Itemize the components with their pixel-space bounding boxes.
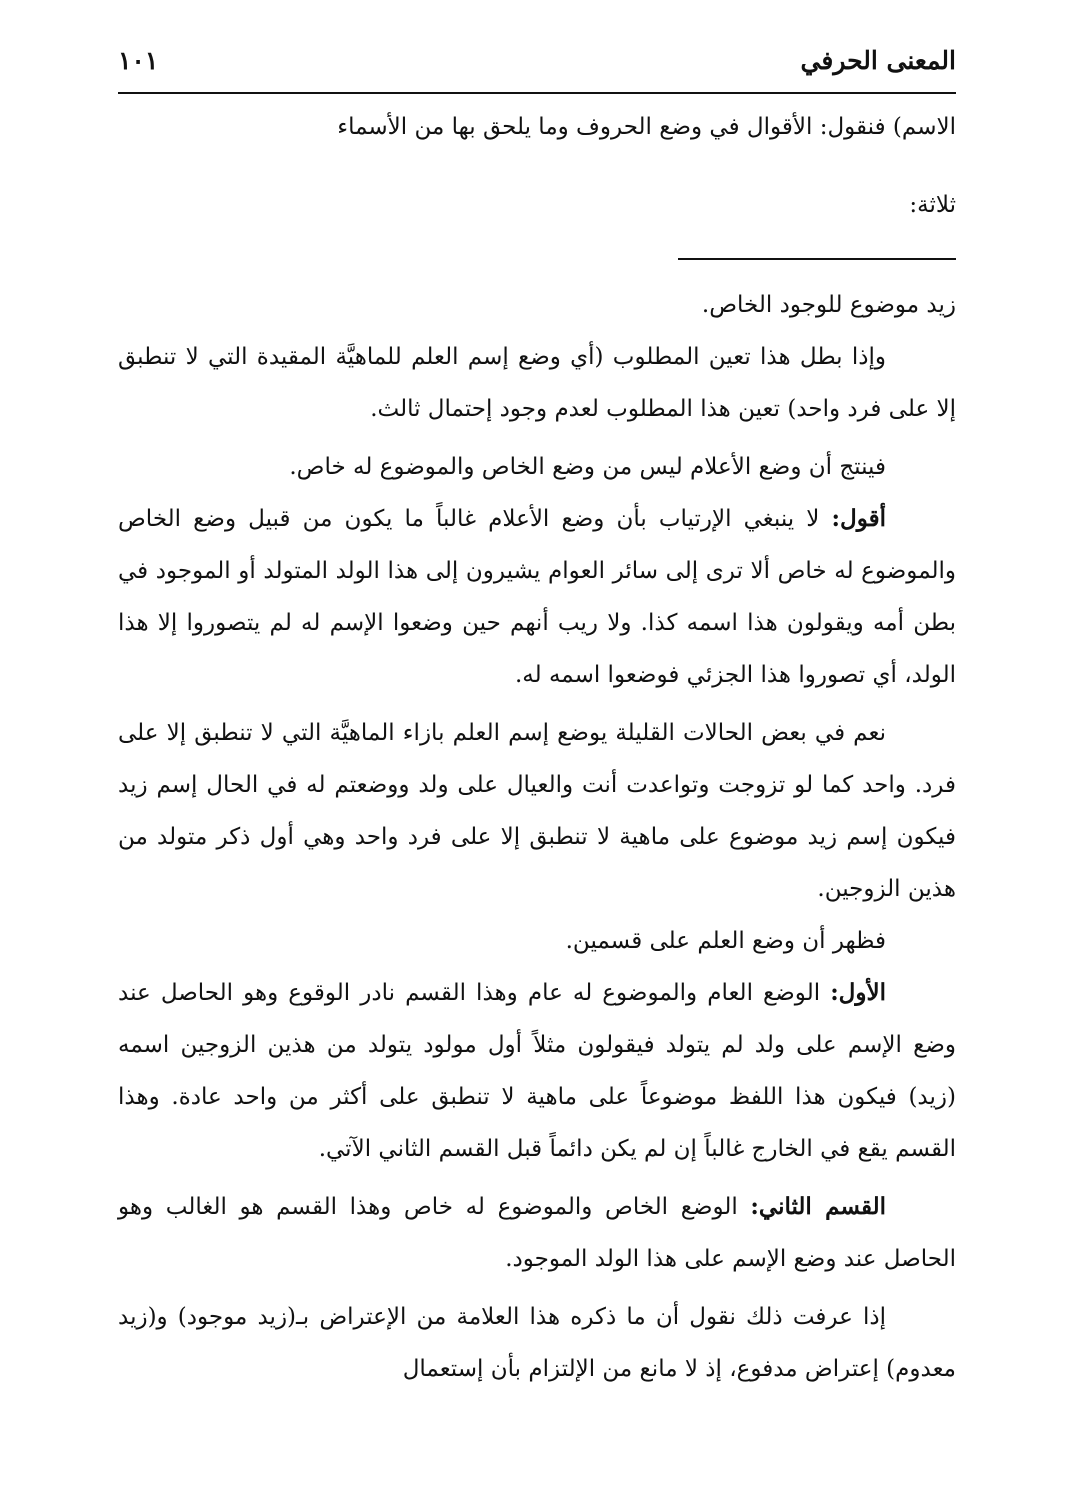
paragraph: فينتج أن وضع الأعلام ليس من وضع الخاص والموضوع له خاص. [289, 454, 886, 480]
running-title: المعنى الحرفي [800, 45, 956, 75]
footnote-separator [678, 258, 956, 260]
header-rule [118, 92, 956, 94]
paragraph-lead: أقول: [831, 505, 886, 532]
paragraph: فظهر أن وضع العلم على قسمين. [565, 928, 886, 954]
paragraph-body: لا ينبغي الإرتياب بأن وضع الأعلام غالباً ما يكون من قبيل وضع الخاص والموضوع له خاص ألا ترى إلى سائر العوام يشيرون إلى هذا الولد المتولد أو الموجود في بطن أمه ويقولون هذا اسمه كذا. ولا ريب أنهم حين وضعوا الإسم له لم يتصوروا إلا هذا الولد، أي تصوروا هذا الجزئي فوضعوا اسمه له. [118, 506, 956, 688]
paragraph-lead: الأول: [830, 979, 887, 1006]
paragraph-body: الوضع الخاص والموضوع له خاص وهذا القسم هو الغالب وهو الحاصل عند وضع الإسم على هذا الولد الموجود. [118, 1194, 956, 1272]
paragraph [118, 493, 956, 701]
main-line: ثلاثة: [909, 192, 956, 218]
paragraph: إذا عرفت ذلك نقول أن ما ذكره هذا العلامة من الإعتراض بـ(زيد موجود) و(زيد معدوم) إعتراض مدفوع، إذ لا مانع من الإلتزام بأن إستعمال [118, 1304, 956, 1382]
main-text [118, 101, 956, 231]
main-line: الاسم) فنقول: الأقوال في وضع الحروف وما يلحق بها من الأسماء [337, 114, 956, 140]
paragraph: نعم في بعض الحالات القليلة يوضع إسم العلم بازاء الماهيَّة التي لا تنطبق إلا على فرد. واحد كما لو تزوجت وتواعدت أنت والعيال على ولد ووضعتم له في الحال إسم زيد فيكون إسم زيد موضوع على ماهية لا تنطبق إلا على فرد واحد وهي أول ذكر متولد من هذين الزوجين. [118, 720, 956, 902]
paragraph-lead: القسم الثاني: [750, 1193, 886, 1220]
paragraph [118, 967, 956, 1175]
footnote-text [118, 279, 956, 1395]
page-number: ١٠١ [118, 45, 159, 75]
paragraph-body: الوضع العام والموضوع له عام وهذا القسم نادر الوقوع وهو الحاصل عند وضع الإسم على ولد لم يتولد فيقولون مثلاً أول مولود يتولد من هذين الزوجين اسمه (زيد) فيكون هذا اللفظ موضوعاً على ماهية لا تنطبق على أكثر من واحد عادة. وهذا القسم يقع في الخارج غالباً إن لم يكن دائماً قبل القسم الثاني الآتي. [118, 980, 956, 1162]
paragraph: زيد موضوع للوجود الخاص. [701, 292, 956, 318]
paragraph [118, 1181, 956, 1285]
running-header [118, 34, 956, 86]
paragraph: وإذا بطل هذا تعين المطلوب (أي وضع إسم العلم للماهيَّة المقيدة التي لا تنطبق إلا على فرد واحد) تعين هذا المطلوب لعدم وجود إحتمال ثالث. [118, 344, 956, 422]
